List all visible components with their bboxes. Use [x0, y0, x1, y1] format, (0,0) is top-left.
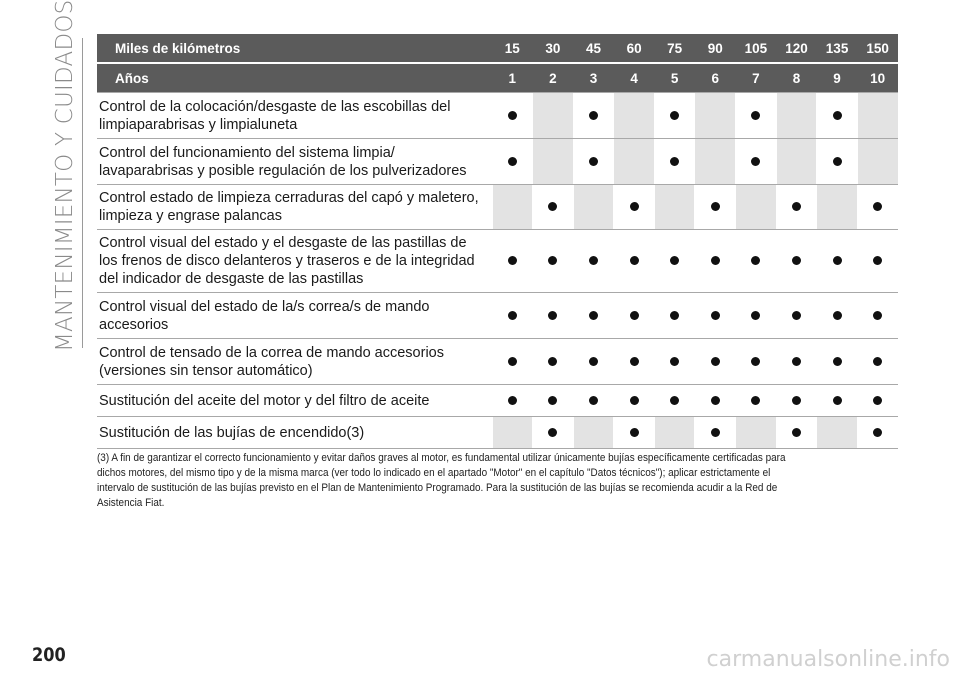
- interval-cell-marked: [492, 293, 533, 339]
- interval-cell-marked: [817, 339, 858, 385]
- interval-cell-empty: [573, 185, 614, 230]
- interval-cell-marked: [614, 417, 655, 449]
- interval-cell-marked: [695, 230, 736, 293]
- bullet-icon: [873, 256, 882, 265]
- interval-cell-empty: [857, 139, 898, 185]
- bullet-icon: [873, 311, 882, 320]
- bullet-icon: [508, 111, 517, 120]
- bullet-icon: [630, 311, 639, 320]
- table-row: [97, 185, 898, 230]
- header-km-value: 90: [695, 34, 736, 63]
- bullet-icon: [670, 357, 679, 366]
- interval-cell-marked: [533, 293, 574, 339]
- interval-cell-marked: [533, 185, 574, 230]
- interval-cell-marked: [573, 385, 614, 417]
- interval-cell-empty: [736, 417, 777, 449]
- bullet-icon: [711, 428, 720, 437]
- header-km-value: 105: [736, 34, 777, 63]
- interval-cell-empty: [695, 93, 736, 139]
- interval-cell-marked: [695, 417, 736, 449]
- interval-cell-marked: [776, 230, 817, 293]
- interval-cell-marked: [736, 293, 777, 339]
- interval-cell-marked: [817, 93, 858, 139]
- table-row: [97, 417, 898, 449]
- header-year-value: 6: [695, 63, 736, 93]
- bullet-icon: [508, 157, 517, 166]
- bullet-icon: [508, 256, 517, 265]
- interval-cell-marked: [614, 293, 655, 339]
- interval-cell-marked: [736, 339, 777, 385]
- maintenance-table: [97, 34, 898, 449]
- interval-cell-marked: [573, 293, 614, 339]
- interval-cell-empty: [614, 139, 655, 185]
- header-year-value: 1: [492, 63, 533, 93]
- interval-cell-empty: [817, 185, 858, 230]
- header-km-value: 120: [776, 34, 817, 63]
- bullet-icon: [751, 256, 760, 265]
- interval-cell-marked: [573, 339, 614, 385]
- interval-cell-marked: [492, 339, 533, 385]
- interval-cell-marked: [695, 293, 736, 339]
- bullet-icon: [508, 311, 517, 320]
- header-km-value: 30: [533, 34, 574, 63]
- bullet-icon: [670, 111, 679, 120]
- table-row: [97, 293, 898, 339]
- bullet-icon: [711, 202, 720, 211]
- watermark: carmanualsonline.info: [706, 647, 950, 672]
- interval-cell-marked: [736, 230, 777, 293]
- interval-cell-marked: [776, 293, 817, 339]
- interval-cell-empty: [654, 417, 695, 449]
- interval-cell-marked: [492, 230, 533, 293]
- bullet-icon: [670, 256, 679, 265]
- table-row: [97, 339, 898, 385]
- bullet-icon: [630, 256, 639, 265]
- footnote-marker: (3): [97, 452, 110, 464]
- interval-cell-marked: [857, 185, 898, 230]
- interval-cell-marked: [573, 93, 614, 139]
- footnote-text: A fin de garantizar el correcto funcionamiento y evitar daños graves al motor, es fundamental utilizar únicamente bujías específicamente certificadas para dichos motores, del mismo tipo y de la misma marca (ver todo lo indicado en el apartado "Motor" en el capítulo "Datos técnicos"); aplicar estrictamente el intervalo de sustitución de las bujías previsto en el Plan de Mantenimiento Programado. Para la sustitución de las bujías se recomienda acudir a la Red de Asistencia Fiat.: [97, 452, 786, 509]
- bullet-icon: [833, 256, 842, 265]
- bullet-icon: [751, 157, 760, 166]
- bullet-icon: [548, 357, 557, 366]
- header-km-value: 15: [492, 34, 533, 63]
- interval-cell-marked: [492, 139, 533, 185]
- bullet-icon: [711, 396, 720, 405]
- interval-cell-marked: [533, 417, 574, 449]
- task-description: Control del funcionamiento del sistema limpia/ lavaparabrisas y posible regulación de los pulverizadores: [97, 139, 492, 185]
- footnote: [97, 451, 810, 511]
- interval-cell-marked: [614, 339, 655, 385]
- task-description: Control de la colocación/desgaste de las escobillas del limpiaparabrisas y limpialuneta: [97, 93, 492, 139]
- interval-cell-marked: [776, 417, 817, 449]
- header-year-value: 5: [654, 63, 695, 93]
- interval-cell-marked: [654, 385, 695, 417]
- interval-cell-empty: [695, 139, 736, 185]
- bullet-icon: [548, 311, 557, 320]
- table-row: [97, 93, 898, 139]
- interval-cell-marked: [857, 385, 898, 417]
- interval-cell-marked: [817, 385, 858, 417]
- table-row: [97, 230, 898, 293]
- interval-cell-marked: [736, 139, 777, 185]
- interval-cell-marked: [776, 339, 817, 385]
- bullet-icon: [508, 396, 517, 405]
- header-year-value: 3: [573, 63, 614, 93]
- header-year-value: 9: [817, 63, 858, 93]
- interval-cell-empty: [614, 93, 655, 139]
- interval-cell-empty: [492, 417, 533, 449]
- interval-cell-marked: [614, 385, 655, 417]
- interval-cell-marked: [736, 385, 777, 417]
- bullet-icon: [630, 396, 639, 405]
- bullet-icon: [833, 157, 842, 166]
- bullet-icon: [711, 357, 720, 366]
- bullet-icon: [589, 357, 598, 366]
- bullet-icon: [833, 396, 842, 405]
- bullet-icon: [548, 396, 557, 405]
- interval-cell-marked: [573, 139, 614, 185]
- interval-cell-marked: [776, 185, 817, 230]
- task-description: Control estado de limpieza cerraduras del capó y maletero, limpieza y engrase palancas: [97, 185, 492, 230]
- maintenance-table-body: [97, 93, 898, 449]
- bullet-icon: [833, 111, 842, 120]
- interval-cell-marked: [817, 139, 858, 185]
- interval-cell-empty: [533, 139, 574, 185]
- bullet-icon: [751, 311, 760, 320]
- interval-cell-marked: [817, 230, 858, 293]
- interval-cell-empty: [817, 417, 858, 449]
- section-divider: [82, 38, 83, 348]
- bullet-icon: [873, 202, 882, 211]
- interval-cell-marked: [614, 230, 655, 293]
- bullet-icon: [589, 157, 598, 166]
- interval-cell-marked: [492, 385, 533, 417]
- table-row: [97, 385, 898, 417]
- interval-cell-marked: [817, 293, 858, 339]
- bullet-icon: [873, 357, 882, 366]
- bullet-icon: [670, 311, 679, 320]
- bullet-icon: [589, 111, 598, 120]
- task-description: Sustitución de las bujías de encendido(3): [97, 417, 492, 449]
- bullet-icon: [792, 202, 801, 211]
- header-km-value: 75: [654, 34, 695, 63]
- task-description: Control visual del estado y el desgaste de las pastillas de los frenos de disco delanteros y traseros e de la integridad del indicador de desgaste de las pastillas: [97, 230, 492, 293]
- bullet-icon: [548, 256, 557, 265]
- interval-cell-marked: [533, 230, 574, 293]
- bullet-icon: [589, 396, 598, 405]
- bullet-icon: [589, 256, 598, 265]
- interval-cell-marked: [857, 417, 898, 449]
- section-title: MANTENIMIENTO Y CUIDADOS: [52, 0, 78, 352]
- interval-cell-marked: [533, 385, 574, 417]
- interval-cell-empty: [533, 93, 574, 139]
- task-description: Sustitución del aceite del motor y del filtro de aceite: [97, 385, 492, 417]
- bullet-icon: [630, 202, 639, 211]
- bullet-icon: [833, 357, 842, 366]
- bullet-icon: [833, 311, 842, 320]
- interval-cell-marked: [654, 339, 695, 385]
- interval-cell-empty: [736, 185, 777, 230]
- header-year-value: 7: [736, 63, 777, 93]
- interval-cell-empty: [776, 93, 817, 139]
- interval-cell-marked: [654, 230, 695, 293]
- bullet-icon: [792, 396, 801, 405]
- bullet-icon: [711, 311, 720, 320]
- bullet-icon: [751, 357, 760, 366]
- bullet-icon: [630, 357, 639, 366]
- interval-cell-empty: [654, 185, 695, 230]
- interval-cell-marked: [654, 293, 695, 339]
- bullet-icon: [589, 311, 598, 320]
- interval-cell-empty: [573, 417, 614, 449]
- header-row-km: [97, 34, 898, 63]
- bullet-icon: [711, 256, 720, 265]
- page-number: 200: [32, 644, 66, 666]
- interval-cell-marked: [695, 385, 736, 417]
- header-year-value: 8: [776, 63, 817, 93]
- header-km-value: 135: [817, 34, 858, 63]
- header-year-value: 2: [533, 63, 574, 93]
- bullet-icon: [670, 396, 679, 405]
- header-km-value: 150: [857, 34, 898, 63]
- header-years-label: Años: [97, 63, 492, 93]
- interval-cell-empty: [492, 185, 533, 230]
- bullet-icon: [751, 396, 760, 405]
- header-row-years: [97, 63, 898, 93]
- bullet-icon: [630, 428, 639, 437]
- bullet-icon: [873, 396, 882, 405]
- interval-cell-marked: [654, 139, 695, 185]
- bullet-icon: [792, 256, 801, 265]
- interval-cell-marked: [857, 230, 898, 293]
- interval-cell-marked: [695, 185, 736, 230]
- table-row: [97, 139, 898, 185]
- interval-cell-empty: [857, 93, 898, 139]
- bullet-icon: [548, 202, 557, 211]
- interval-cell-marked: [857, 339, 898, 385]
- interval-cell-marked: [857, 293, 898, 339]
- interval-cell-marked: [533, 339, 574, 385]
- bullet-icon: [792, 311, 801, 320]
- bullet-icon: [548, 428, 557, 437]
- header-km-value: 60: [614, 34, 655, 63]
- interval-cell-empty: [776, 139, 817, 185]
- interval-cell-marked: [736, 93, 777, 139]
- interval-cell-marked: [776, 385, 817, 417]
- bullet-icon: [792, 428, 801, 437]
- interval-cell-marked: [573, 230, 614, 293]
- interval-cell-marked: [492, 93, 533, 139]
- task-description: Control de tensado de la correa de mando accesorios (versiones sin tensor automático): [97, 339, 492, 385]
- interval-cell-marked: [614, 185, 655, 230]
- header-year-value: 10: [857, 63, 898, 93]
- bullet-icon: [873, 428, 882, 437]
- bullet-icon: [751, 111, 760, 120]
- header-km-value: 45: [573, 34, 614, 63]
- header-year-value: 4: [614, 63, 655, 93]
- bullet-icon: [508, 357, 517, 366]
- bullet-icon: [792, 357, 801, 366]
- interval-cell-marked: [695, 339, 736, 385]
- header-km-label: Miles de kilómetros: [97, 34, 492, 63]
- bullet-icon: [670, 157, 679, 166]
- interval-cell-marked: [654, 93, 695, 139]
- task-description: Control visual del estado de la/s correa/s de mando accesorios: [97, 293, 492, 339]
